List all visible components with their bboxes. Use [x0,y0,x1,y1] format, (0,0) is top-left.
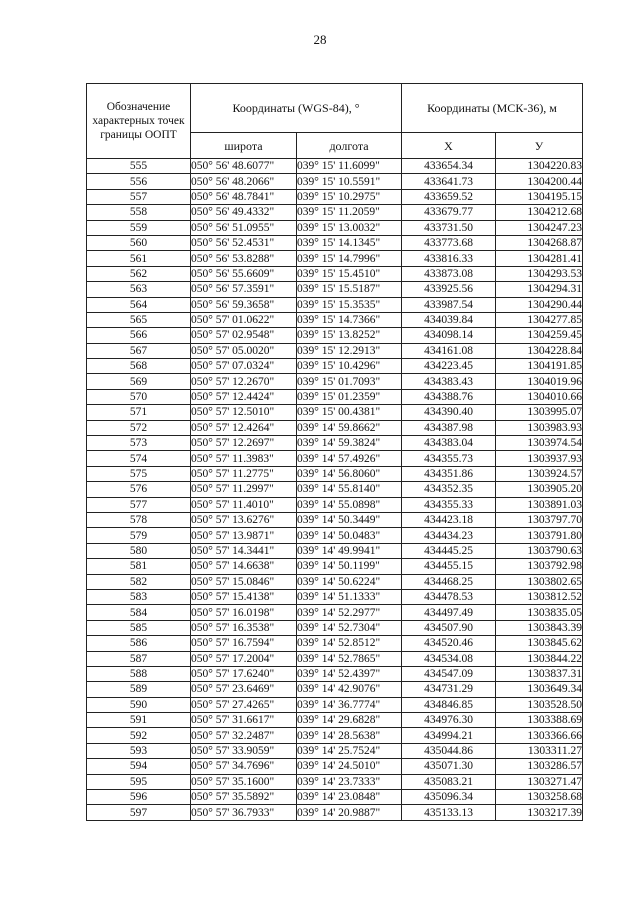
longitude-cell: 039° 14' 52.2977" [297,605,402,620]
x-cell: 434731.29 [402,682,496,697]
point-number-cell: 574 [87,451,191,466]
latitude-cell: 050° 56' 48.2066" [191,174,297,189]
point-number-cell: 580 [87,543,191,558]
point-number-cell: 576 [87,482,191,497]
table-row [87,620,583,635]
x-cell: 434468.25 [402,574,496,589]
x-cell: 434383.43 [402,374,496,389]
latitude-cell: 050° 57' 32.2487" [191,728,297,743]
latitude-cell: 050° 57' 16.3538" [191,620,297,635]
y-cell: 1303792.98 [496,559,583,574]
point-number-cell: 591 [87,713,191,728]
latitude-cell: 050° 57' 11.3983" [191,451,297,466]
x-cell: 434355.73 [402,451,496,466]
y-cell: 1303924.57 [496,466,583,481]
x-cell: 434388.76 [402,389,496,404]
header-longitude: долгота [297,133,402,159]
point-number-cell: 568 [87,359,191,374]
latitude-cell: 050° 57' 14.6638" [191,559,297,574]
y-cell: 1303812.52 [496,589,583,604]
table-row [87,482,583,497]
point-number-cell: 590 [87,697,191,712]
y-cell: 1303983.93 [496,420,583,435]
latitude-cell: 050° 57' 35.5892" [191,790,297,805]
latitude-cell: 050° 57' 01.0622" [191,312,297,327]
y-cell: 1304191.85 [496,359,583,374]
point-number-cell: 588 [87,666,191,681]
point-number-cell: 582 [87,574,191,589]
x-cell: 434534.08 [402,651,496,666]
x-cell: 434994.21 [402,728,496,743]
table-row [87,543,583,558]
x-cell: 434520.46 [402,636,496,651]
table-row [87,205,583,220]
longitude-cell: 039° 14' 57.4926" [297,451,402,466]
longitude-cell: 039° 14' 23.7333" [297,774,402,789]
y-cell: 1304293.53 [496,266,583,281]
longitude-cell: 039° 15' 10.5591" [297,174,402,189]
latitude-cell: 050° 57' 05.0020" [191,343,297,358]
point-number-cell: 564 [87,297,191,312]
table-row [87,405,583,420]
y-cell: 1303217.39 [496,805,583,820]
longitude-cell: 039° 14' 50.0483" [297,528,402,543]
y-cell: 1303528.50 [496,697,583,712]
x-cell: 433731.50 [402,220,496,235]
latitude-cell: 050° 57' 12.2670" [191,374,297,389]
point-number-cell: 581 [87,559,191,574]
y-cell: 1303974.54 [496,436,583,451]
latitude-cell: 050° 57' 23.6469" [191,682,297,697]
y-cell: 1303995.07 [496,405,583,420]
x-cell: 435083.21 [402,774,496,789]
table-row [87,559,583,574]
y-cell: 1303271.47 [496,774,583,789]
point-number-cell: 579 [87,528,191,543]
x-cell: 435096.34 [402,790,496,805]
point-number-cell: 567 [87,343,191,358]
table-row [87,297,583,312]
table-row [87,713,583,728]
table-row [87,359,583,374]
longitude-cell: 039° 15' 00.4381" [297,405,402,420]
table-row [87,159,583,174]
longitude-cell: 039° 14' 59.3824" [297,436,402,451]
longitude-cell: 039° 14' 55.0898" [297,497,402,512]
longitude-cell: 039° 14' 55.8140" [297,482,402,497]
latitude-cell: 050° 57' 35.1600" [191,774,297,789]
table-row [87,328,583,343]
y-cell: 1304010.66 [496,389,583,404]
x-cell: 433679.77 [402,205,496,220]
longitude-cell: 039° 15' 15.4510" [297,266,402,281]
table-row [87,374,583,389]
longitude-cell: 039° 15' 10.2975" [297,189,402,204]
y-cell: 1304290.44 [496,297,583,312]
table-row [87,790,583,805]
x-cell: 434390.40 [402,405,496,420]
point-number-cell: 556 [87,174,191,189]
latitude-cell: 050° 57' 15.4138" [191,589,297,604]
point-number-cell: 596 [87,790,191,805]
x-cell: 434387.98 [402,420,496,435]
table-row [87,466,583,481]
x-cell: 433925.56 [402,282,496,297]
latitude-cell: 050° 56' 59.3658" [191,297,297,312]
latitude-cell: 050° 57' 34.7696" [191,759,297,774]
latitude-cell: 050° 57' 17.6240" [191,666,297,681]
y-cell: 1303837.31 [496,666,583,681]
longitude-cell: 039° 14' 23.0848" [297,790,402,805]
longitude-cell: 039° 14' 50.1199" [297,559,402,574]
longitude-cell: 039° 15' 15.5187" [297,282,402,297]
longitude-cell: 039° 14' 52.8512" [297,636,402,651]
latitude-cell: 050° 56' 48.6077" [191,159,297,174]
x-cell: 433659.52 [402,189,496,204]
latitude-cell: 050° 56' 48.7841" [191,189,297,204]
y-cell: 1304220.83 [496,159,583,174]
y-cell: 1303835.05 [496,605,583,620]
y-cell: 1304019.96 [496,374,583,389]
table-row [87,697,583,712]
point-number-cell: 555 [87,159,191,174]
longitude-cell: 039° 14' 52.4397" [297,666,402,681]
table-row [87,220,583,235]
longitude-cell: 039° 15' 01.7093" [297,374,402,389]
y-cell: 1304294.31 [496,282,583,297]
point-number-cell: 563 [87,282,191,297]
x-cell: 434976.30 [402,713,496,728]
point-number-cell: 593 [87,743,191,758]
latitude-cell: 050° 56' 57.3591" [191,282,297,297]
table-row [87,251,583,266]
y-cell: 1303905.20 [496,482,583,497]
table-row [87,805,583,820]
latitude-cell: 050° 56' 55.6609" [191,266,297,281]
y-cell: 1304200.44 [496,174,583,189]
latitude-cell: 050° 57' 31.6617" [191,713,297,728]
coordinates-table [86,83,583,821]
x-cell: 434547.09 [402,666,496,681]
longitude-cell: 039° 14' 29.6828" [297,713,402,728]
header-msk36: Координаты (МСК-36), м [402,84,583,133]
x-cell: 434352.35 [402,482,496,497]
x-cell: 433873.08 [402,266,496,281]
header-designation: Обозначение характерных точек границы ООПТ [87,84,191,159]
y-cell: 1303843.39 [496,620,583,635]
longitude-cell: 039° 15' 11.6099" [297,159,402,174]
x-cell: 434098.14 [402,328,496,343]
latitude-cell: 050° 57' 11.2775" [191,466,297,481]
x-cell: 435071.30 [402,759,496,774]
table-row [87,282,583,297]
table-row [87,343,583,358]
longitude-cell: 039° 14' 20.9887" [297,805,402,820]
y-cell: 1303258.68 [496,790,583,805]
header-latitude: широта [191,133,297,159]
y-cell: 1303797.70 [496,512,583,527]
longitude-cell: 039° 15' 14.7996" [297,251,402,266]
longitude-cell: 039° 14' 42.9076" [297,682,402,697]
y-cell: 1304247.23 [496,220,583,235]
latitude-cell: 050° 57' 13.9871" [191,528,297,543]
latitude-cell: 050° 57' 16.0198" [191,605,297,620]
longitude-cell: 039° 14' 24.5010" [297,759,402,774]
y-cell: 1303311.27 [496,743,583,758]
x-cell: 434507.90 [402,620,496,635]
y-cell: 1303286.57 [496,759,583,774]
latitude-cell: 050° 57' 16.7594" [191,636,297,651]
longitude-cell: 039° 14' 49.9941" [297,543,402,558]
y-cell: 1304228.84 [496,343,583,358]
latitude-cell: 050° 57' 17.2004" [191,651,297,666]
point-number-cell: 585 [87,620,191,635]
longitude-cell: 039° 14' 36.7774" [297,697,402,712]
y-cell: 1303844.22 [496,651,583,666]
table-row [87,574,583,589]
point-number-cell: 595 [87,774,191,789]
x-cell: 434478.53 [402,589,496,604]
point-number-cell: 562 [87,266,191,281]
x-cell: 434423.18 [402,512,496,527]
table-row [87,528,583,543]
longitude-cell: 039° 14' 59.8662" [297,420,402,435]
longitude-cell: 039° 14' 28.5638" [297,728,402,743]
latitude-cell: 050° 56' 51.0955" [191,220,297,235]
longitude-cell: 039° 15' 11.2059" [297,205,402,220]
point-number-cell: 577 [87,497,191,512]
point-number-cell: 566 [87,328,191,343]
x-cell: 434161.08 [402,343,496,358]
latitude-cell: 050° 57' 33.9059" [191,743,297,758]
y-cell: 1303791.80 [496,528,583,543]
header-wgs84: Координаты (WGS-84), ° [191,84,402,133]
page-number: 28 [313,32,327,47]
table-body [87,159,583,821]
point-number-cell: 586 [87,636,191,651]
latitude-cell: 050° 57' 07.0324" [191,359,297,374]
table-row [87,389,583,404]
x-cell: 434846.85 [402,697,496,712]
latitude-cell: 050° 56' 49.4332" [191,205,297,220]
y-cell: 1304281.41 [496,251,583,266]
longitude-cell: 039° 15' 01.2359" [297,389,402,404]
longitude-cell: 039° 15' 12.2913" [297,343,402,358]
header-x: X [402,133,496,159]
longitude-cell: 039° 15' 13.8252" [297,328,402,343]
table-row [87,312,583,327]
longitude-cell: 039° 14' 25.7524" [297,743,402,758]
x-cell: 434039.84 [402,312,496,327]
point-number-cell: 560 [87,235,191,250]
x-cell: 433773.68 [402,235,496,250]
x-cell: 433654.34 [402,159,496,174]
y-cell: 1304268.87 [496,235,583,250]
y-cell: 1304259.45 [496,328,583,343]
point-number-cell: 565 [87,312,191,327]
table-row [87,666,583,681]
point-number-cell: 597 [87,805,191,820]
longitude-cell: 039° 14' 56.8060" [297,466,402,481]
table-row [87,605,583,620]
latitude-cell: 050° 57' 02.9548" [191,328,297,343]
longitude-cell: 039° 14' 52.7304" [297,620,402,635]
point-number-cell: 594 [87,759,191,774]
table-header [87,84,583,159]
longitude-cell: 039° 14' 50.3449" [297,512,402,527]
table-row [87,420,583,435]
latitude-cell: 050° 56' 52.4531" [191,235,297,250]
longitude-cell: 039° 14' 50.6224" [297,574,402,589]
point-number-cell: 561 [87,251,191,266]
y-cell: 1303891.03 [496,497,583,512]
x-cell: 434383.04 [402,436,496,451]
y-cell: 1303802.65 [496,574,583,589]
y-cell: 1303366.66 [496,728,583,743]
y-cell: 1304277.85 [496,312,583,327]
table-row [87,512,583,527]
table-row [87,589,583,604]
point-number-cell: 583 [87,589,191,604]
point-number-cell: 573 [87,436,191,451]
point-number-cell: 572 [87,420,191,435]
latitude-cell: 050° 56' 53.8288" [191,251,297,266]
table-row [87,497,583,512]
y-cell: 1304212.68 [496,205,583,220]
point-number-cell: 559 [87,220,191,235]
table-row [87,451,583,466]
point-number-cell: 578 [87,512,191,527]
table-row [87,189,583,204]
x-cell: 433641.73 [402,174,496,189]
point-number-cell: 570 [87,389,191,404]
longitude-cell: 039° 14' 52.7865" [297,651,402,666]
point-number-cell: 571 [87,405,191,420]
table-row [87,266,583,281]
latitude-cell: 050° 57' 11.4010" [191,497,297,512]
y-cell: 1303790.63 [496,543,583,558]
x-cell: 434355.33 [402,497,496,512]
longitude-cell: 039° 15' 14.1345" [297,235,402,250]
latitude-cell: 050° 57' 11.2997" [191,482,297,497]
y-cell: 1303937.93 [496,451,583,466]
latitude-cell: 050° 57' 13.6276" [191,512,297,527]
table-row [87,682,583,697]
table-row [87,651,583,666]
point-number-cell: 592 [87,728,191,743]
latitude-cell: 050° 57' 12.5010" [191,405,297,420]
x-cell: 434497.49 [402,605,496,620]
table-row [87,728,583,743]
y-cell: 1304195.15 [496,189,583,204]
x-cell: 434445.25 [402,543,496,558]
header-y: У [496,133,583,159]
longitude-cell: 039° 15' 10.4296" [297,359,402,374]
point-number-cell: 589 [87,682,191,697]
y-cell: 1303388.69 [496,713,583,728]
point-number-cell: 569 [87,374,191,389]
table-row [87,436,583,451]
point-number-cell: 557 [87,189,191,204]
latitude-cell: 050° 57' 12.4424" [191,389,297,404]
x-cell: 435044.86 [402,743,496,758]
x-cell: 434351.86 [402,466,496,481]
y-cell: 1303649.34 [496,682,583,697]
x-cell: 433987.54 [402,297,496,312]
y-cell: 1303845.62 [496,636,583,651]
table-row [87,636,583,651]
table-row [87,774,583,789]
x-cell: 435133.13 [402,805,496,820]
x-cell: 433816.33 [402,251,496,266]
longitude-cell: 039° 15' 13.0032" [297,220,402,235]
latitude-cell: 050° 57' 27.4265" [191,697,297,712]
latitude-cell: 050° 57' 36.7933" [191,805,297,820]
latitude-cell: 050° 57' 14.3441" [191,543,297,558]
x-cell: 434223.45 [402,359,496,374]
table-row [87,743,583,758]
table-row [87,235,583,250]
table-row [87,174,583,189]
latitude-cell: 050° 57' 12.2697" [191,436,297,451]
longitude-cell: 039° 15' 14.7366" [297,312,402,327]
table-row [87,759,583,774]
point-number-cell: 587 [87,651,191,666]
x-cell: 434434.23 [402,528,496,543]
latitude-cell: 050° 57' 12.4264" [191,420,297,435]
point-number-cell: 558 [87,205,191,220]
point-number-cell: 584 [87,605,191,620]
longitude-cell: 039° 15' 15.3535" [297,297,402,312]
x-cell: 434455.15 [402,559,496,574]
point-number-cell: 575 [87,466,191,481]
latitude-cell: 050° 57' 15.0846" [191,574,297,589]
longitude-cell: 039° 14' 51.1333" [297,589,402,604]
